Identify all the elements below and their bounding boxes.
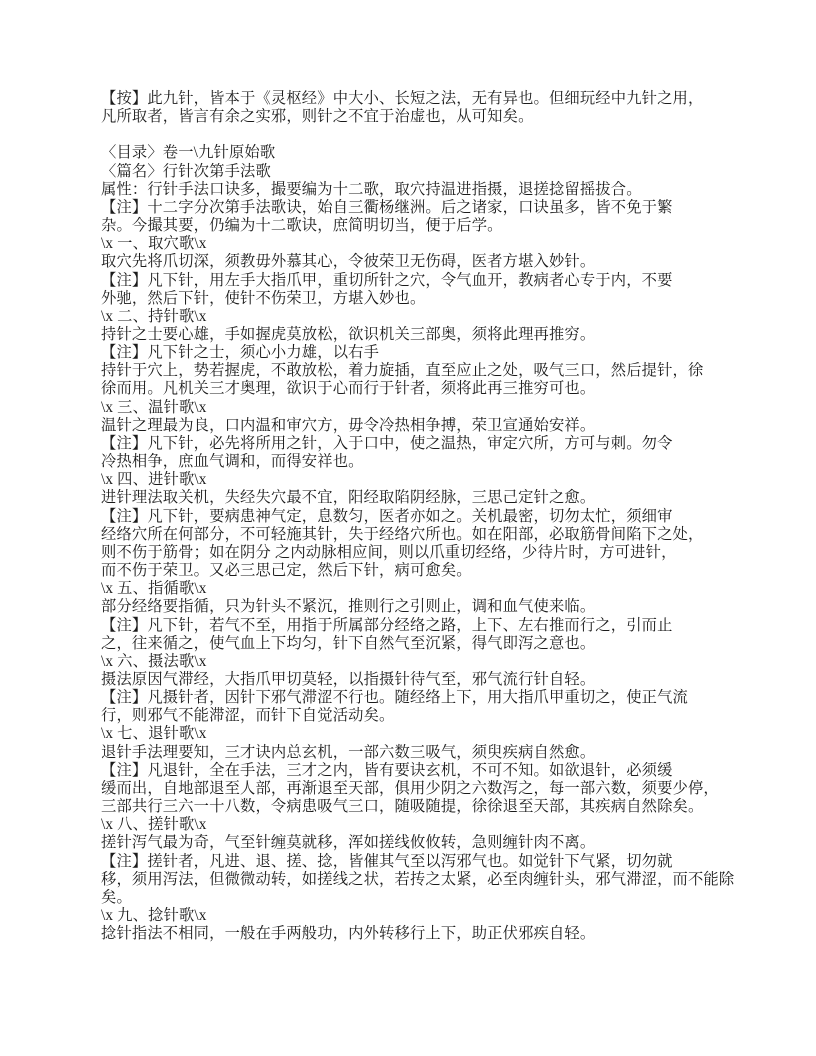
text-line: 【注】十二字分次第手法歌诀，始自三衢杨继洲。后之诸家，口诀虽多，皆不免于繁 [101, 198, 673, 216]
text-line: 进针理法取关机，失经失穴最不宜，阳经取陷阴经脉，三思己定针之愈。 [101, 489, 596, 507]
text-line: 经络穴所在何部分，不可轻施其针，失于经络穴所也。如在阳部，必取筋骨间陷下之处， [101, 525, 704, 543]
text-line: \x 六、摄法歌\x [101, 652, 207, 670]
text-line: 取穴先将爪切深，须教毋外慕其心，令彼荣卫无伤碍，医者方堪入妙针。 [101, 253, 596, 271]
text-line: 属性：行针手法口诀多，撮要编为十二歌，取穴持温进指摄，退搓捻留摇拔合。 [101, 180, 642, 198]
text-line: \x 八、搓针歌\x [101, 816, 207, 834]
text-line: 【注】凡摄针者，因针下邪气滞涩不行也。随经络上下，用大指爪甲重切之，使正气流 [101, 689, 688, 707]
text-line: 外驰，然后下针，使针不伤荣卫，方堪入妙也。 [101, 289, 426, 307]
blank-line [101, 126, 781, 144]
text-line: 【注】凡下针之士，须心小力雄，以右手 [101, 344, 380, 362]
document-content [101, 90, 781, 943]
text-line: 三部共行三六一十八数，令病患吸气三口，随吸随提，徐徐退至天部，其疾病自然除矣。 [101, 798, 704, 816]
text-line: 捻针指法不相同，一般在手两般功，内外转移行上下，助正伏邪疾自轻。 [101, 925, 596, 943]
text-line: 则不伤于筋骨；如在阴分 之内动脉相应间，则以爪重切经络，少待片时，方可进针， [101, 543, 677, 561]
text-line: 〈篇名〉行针次第手法歌 [101, 162, 271, 180]
text-line: 持针之士要心雄，手如握虎莫放松，欲识机关三部奥，须将此理再推穷。 [101, 326, 596, 344]
text-line: \x 七、退针歌\x [101, 725, 207, 743]
text-line: 〈目录〉卷一\九针原始歌 [101, 144, 276, 162]
text-line: \x 二、持针歌\x [101, 307, 207, 325]
text-line: 【注】搓针者，凡进、退、搓、捻，皆催其气至以泻邪气也。如觉针下气紧，切勿就 [101, 852, 673, 870]
text-line: 温针之理最为良，口内温和审穴方，毋令冷热相争搏，荣卫宣通始安祥。 [101, 416, 596, 434]
text-line: 搓针泻气最为奇，气至针缠莫就移，浑如搓线攸攸转，急则缠针肉不离。 [101, 834, 596, 852]
text-line: 移，须用泻法，但微微动转，如搓线之状，若抟之太紧，必至肉缠针头，邪气滞涩，而不能除 [101, 870, 735, 888]
text-line: \x 九、捻针歌\x [101, 907, 207, 925]
text-line: 【注】凡下针，用左手大指爪甲，重切所针之穴，令气血开，教病者心专于内，不要 [101, 271, 673, 289]
text-line: 【注】凡下针，要病患神气定，息数匀，医者亦如之。关机最密，切勿太忙，须细审 [101, 507, 673, 525]
text-line: 摄法原因气滞经，大指爪甲切莫轻，以指摄针待气至，邪气流行针自轻。 [101, 670, 596, 688]
text-line: 持针于穴上，势若握虎，不敢放松，着力旋插，直至应止之处，吸气三口，然后提针，徐 [101, 362, 704, 380]
text-line: 缓而出，自地部退至人部，再渐退至天部，俱用少阴之六数泻之，每一部六数，须要少停， [101, 779, 719, 797]
text-line: 凡所取者，皆言有余之实邪，则针之不宜于治虚也，从可知矣。 [101, 108, 534, 126]
text-line: \x 四、进针歌\x [101, 471, 207, 489]
text-line: 退针手法理要知，三才诀内总玄机，一部六数三吸气，须臾疾病自然愈。 [101, 743, 596, 761]
text-line: 部分经络要指循，只为针头不紧沉，推则行之引则止，调和血气使来临。 [101, 598, 596, 616]
text-line: 行，则邪气不能滞涩，而针下自觉活动矣。 [101, 707, 395, 725]
text-line: 之，往来循之，使气血上下均匀，针下自然气至沉紧，得气即泻之意也。 [101, 634, 596, 652]
text-line: \x 三、温针歌\x [101, 398, 207, 416]
text-line: 【注】凡退针，全在手法，三才之内，皆有要诀玄机，不可不知。如欲退针，必须缓 [101, 761, 673, 779]
text-line: 【注】凡下针，必先将所用之针，入于口中，使之温热，审定穴所，方可与刺。勿令 [101, 434, 673, 452]
text-line: 冷热相争，庶血气调和，而得安祥也。 [101, 453, 364, 471]
text-line: 杂。今撮其要，仍编为十二歌诀，庶简明切当，便于后学。 [101, 217, 503, 235]
text-line: \x 五、指循歌\x [101, 580, 207, 598]
text-line: 矣。 [101, 888, 132, 906]
text-line: 而不伤于荣卫。又必三思己定，然后下针，病可愈矣。 [101, 562, 472, 580]
text-line: 【按】此九针，皆本于《灵枢经》中大小、长短之法，无有异也。但细玩经中九针之用， [101, 90, 704, 107]
text-line: 【注】凡下针，若气不至，用指于所属部分经络之路，上下、左右推而行之，引而止 [101, 616, 673, 634]
text-line: 徐而用。凡机关三才奥理，欲识于心而行于针者，须将此再三推穷可也。 [101, 380, 596, 398]
text-line: \x 一、取穴歌\x [101, 235, 207, 253]
